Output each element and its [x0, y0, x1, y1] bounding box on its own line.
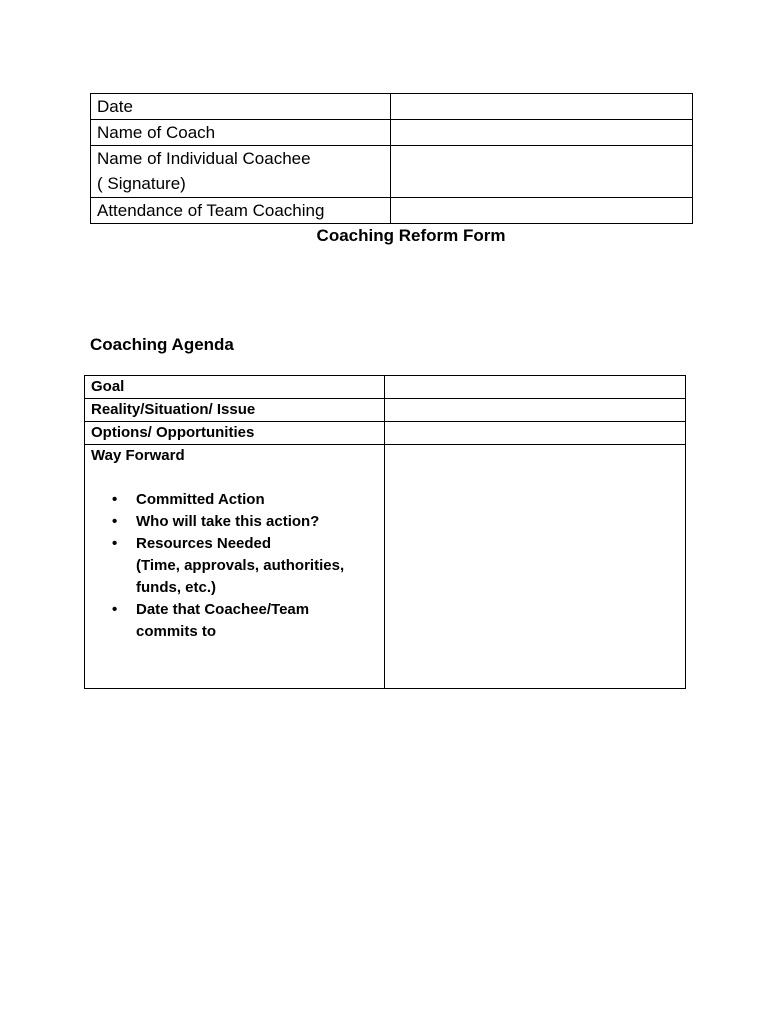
- way-forward-label: Way Forward: [91, 447, 185, 464]
- list-item-text: Who will take this action?: [136, 513, 320, 530]
- list-item-text: commits to: [136, 623, 217, 640]
- goal-label: Goal: [85, 376, 385, 399]
- table-row: [91, 146, 693, 198]
- table-row: [91, 198, 693, 224]
- way-forward-list: [91, 489, 378, 643]
- date-label: Date: [91, 94, 391, 120]
- table-row: [85, 445, 686, 689]
- coachee-name-label: Name of Individual Coachee ( Signature): [91, 146, 391, 198]
- bullet-icon: •: [112, 491, 118, 508]
- agenda-heading: Coaching Agenda: [90, 335, 234, 354]
- options-field[interactable]: [385, 422, 686, 445]
- bullet-icon: •: [112, 513, 118, 530]
- coach-name-field[interactable]: [391, 120, 693, 146]
- table-row: [91, 120, 693, 146]
- bullet-icon: •: [112, 601, 118, 618]
- list-item: [112, 599, 378, 643]
- bullet-icon: •: [112, 535, 118, 552]
- team-attendance-label: Attendance of Team Coaching: [91, 198, 391, 224]
- goal-field[interactable]: [385, 376, 686, 399]
- coachee-signature-field[interactable]: [391, 146, 693, 198]
- table-row: [85, 422, 686, 445]
- table-row: [85, 399, 686, 422]
- coaching-agenda-table: [84, 375, 686, 689]
- list-item: [112, 533, 378, 599]
- form-title: Coaching Reform Form: [316, 226, 506, 245]
- options-label: Options/ Opportunities: [85, 422, 385, 445]
- date-field[interactable]: [391, 94, 693, 120]
- list-item: [112, 489, 378, 511]
- team-attendance-field[interactable]: [391, 198, 693, 224]
- reality-field[interactable]: [385, 399, 686, 422]
- way-forward-cell: [85, 445, 385, 689]
- list-item-text: Resources Needed: [136, 535, 272, 552]
- table-row: [85, 376, 686, 399]
- list-item-text: funds, etc.): [136, 579, 217, 596]
- coaching-info-table: [90, 93, 693, 224]
- reality-label: Reality/Situation/ Issue: [85, 399, 385, 422]
- list-item-text: Committed Action: [136, 491, 265, 508]
- list-item: [112, 511, 378, 533]
- list-item-text: (Time, approvals, authorities,: [136, 557, 345, 574]
- coach-name-label: Name of Coach: [91, 120, 391, 146]
- way-forward-field[interactable]: [385, 445, 686, 689]
- list-item-text: Date that Coachee/Team: [136, 601, 310, 618]
- table-row: [91, 94, 693, 120]
